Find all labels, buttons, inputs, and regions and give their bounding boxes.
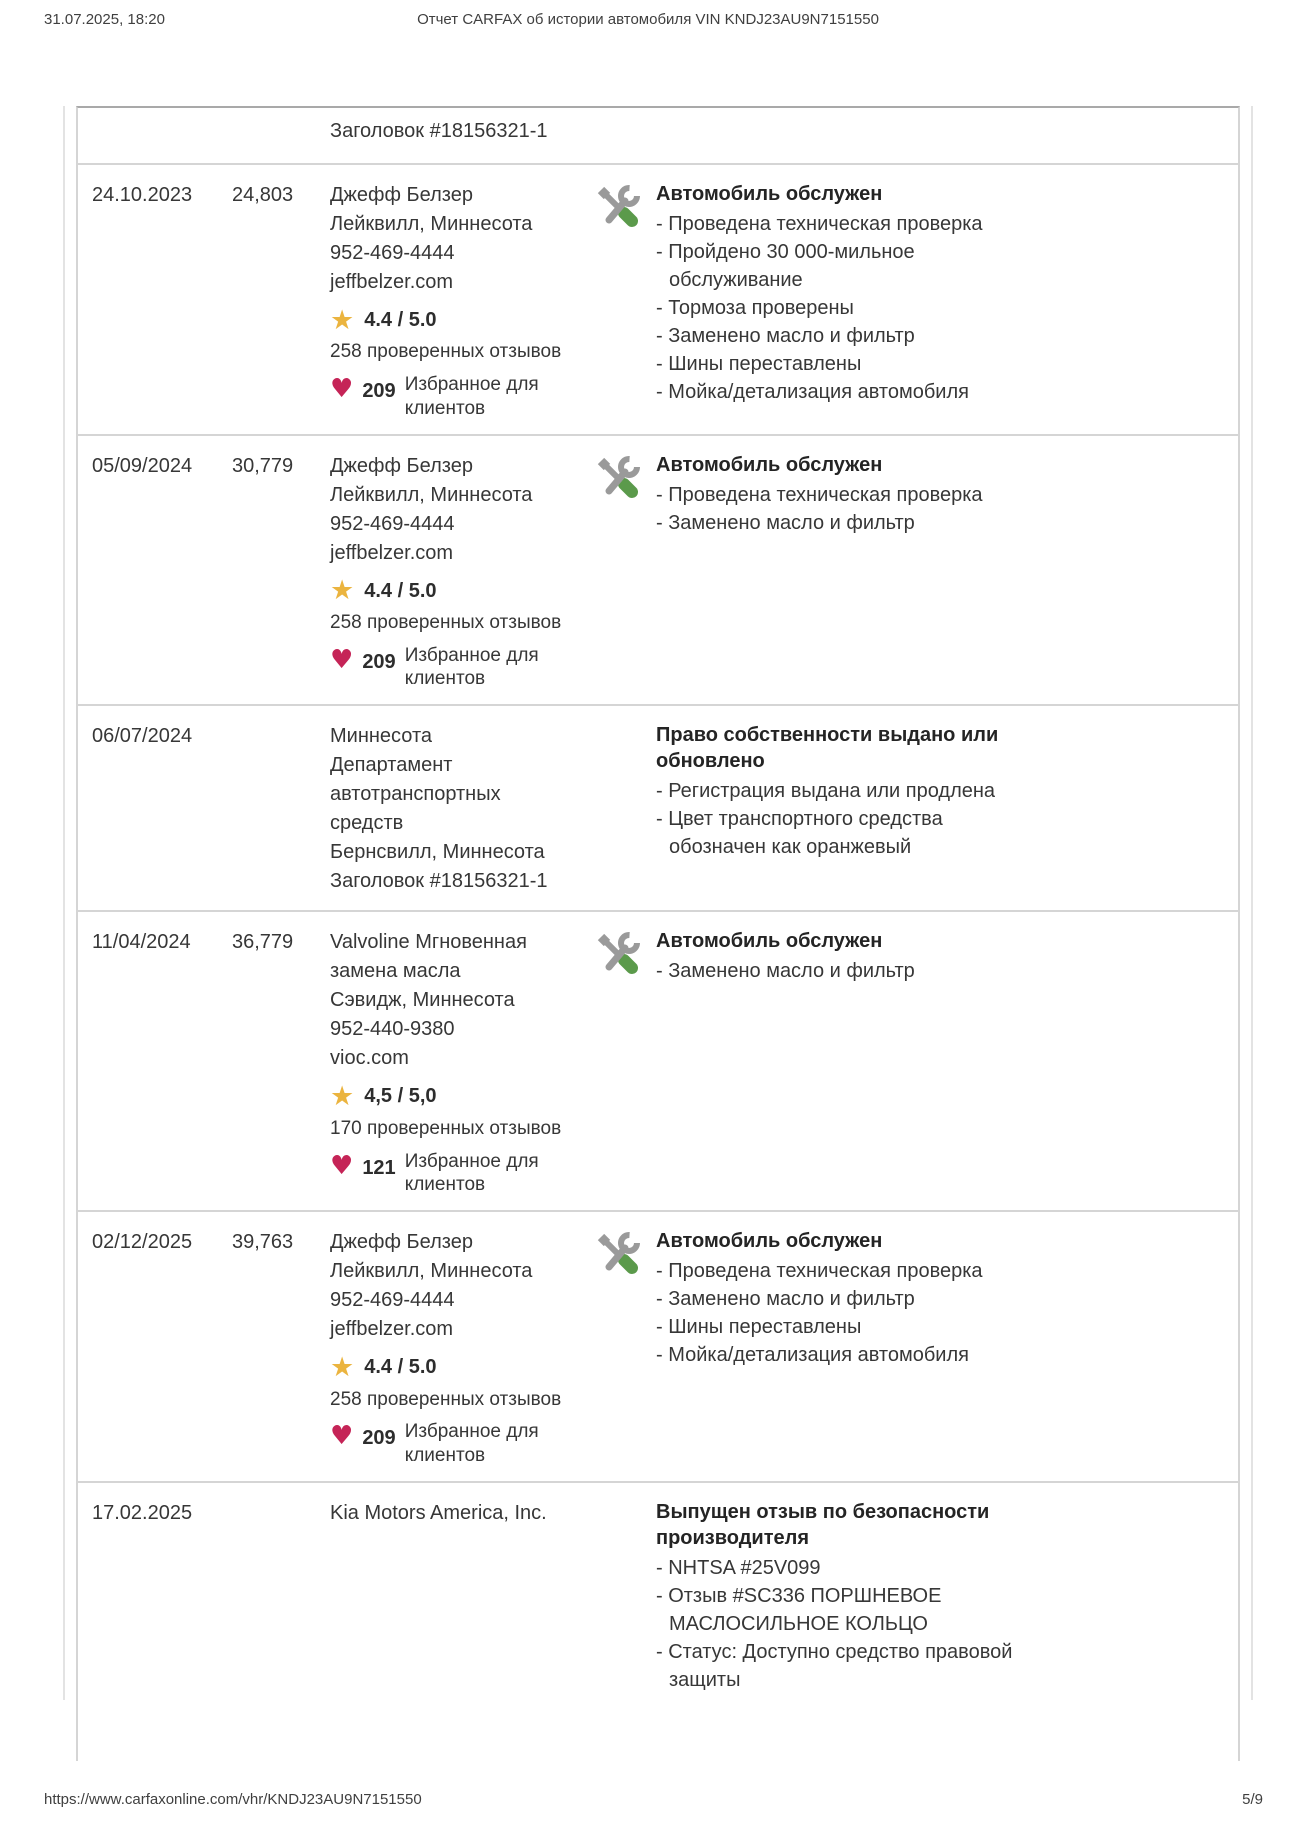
source-line: Заголовок #18156321-1 bbox=[330, 870, 548, 893]
event-detail: - Шины переставлены bbox=[656, 1313, 1044, 1341]
history-row bbox=[78, 1212, 1238, 1483]
event-description bbox=[656, 181, 1044, 420]
icon-cell bbox=[594, 1228, 656, 1467]
favorites-label: Избранное для клиентов bbox=[404, 374, 539, 419]
event-detail: - Тормоза проверены bbox=[656, 294, 1044, 322]
event-mileage bbox=[232, 722, 330, 896]
history-row bbox=[78, 436, 1238, 707]
event-detail: - Мойка/детализация автомобиля bbox=[656, 378, 1044, 406]
star-icon: ★ bbox=[330, 1351, 355, 1383]
favorites-label: Избранное для клиентов bbox=[404, 645, 539, 690]
source-line: Джефф Белзер bbox=[330, 1231, 473, 1254]
event-mileage bbox=[232, 117, 330, 149]
event-detail: - Шины переставлены bbox=[656, 350, 1044, 378]
event-date: 06/07/2024 bbox=[92, 725, 193, 748]
reviews-count: 258 проверенных отзывов bbox=[330, 1388, 562, 1410]
event-detail: - Заменено масло и фильтр bbox=[656, 509, 1044, 537]
source-line: автотранспортных bbox=[330, 783, 501, 806]
favorites-count: 121 bbox=[362, 1156, 396, 1179]
source-line: Сэвидж, Миннесота bbox=[330, 989, 515, 1012]
customer-favorites bbox=[330, 1148, 570, 1196]
source-line: 952-469-4444 bbox=[330, 242, 455, 264]
event-detail: - Проведена техническая проверка bbox=[656, 210, 1044, 238]
rating-value: 4.4 / 5.0 bbox=[364, 1356, 437, 1379]
service-tools-icon bbox=[594, 454, 642, 502]
carryover-row bbox=[78, 108, 1238, 165]
event-mileage bbox=[232, 1499, 330, 1747]
source-line: Лейквилл, Миннесота bbox=[330, 213, 533, 235]
service-tools-icon bbox=[594, 183, 642, 231]
event-detail: - Заменено масло и фильтр bbox=[656, 1285, 1044, 1313]
icon-cell-empty bbox=[594, 1499, 656, 1747]
rating-value: 4.4 / 5.0 bbox=[364, 579, 437, 602]
icon-cell bbox=[594, 452, 656, 691]
event-detail: - Проведена техническая проверка bbox=[656, 481, 1044, 509]
source-line: 952-469-4444 bbox=[330, 1289, 455, 1312]
source-cell bbox=[330, 117, 570, 149]
customer-favorites bbox=[330, 642, 570, 690]
event-date: 02/12/2025 bbox=[92, 1231, 193, 1254]
event-title: Право собственности выдано или обновлено bbox=[656, 724, 999, 773]
source-cell bbox=[330, 722, 570, 896]
event-title: Автомобиль обслужен bbox=[656, 453, 883, 476]
event-detail: - Заменено масло и фильтр bbox=[656, 957, 1044, 985]
heart-icon: ♥ bbox=[330, 1150, 354, 1181]
event-detail: - NHTSA #25V099 bbox=[656, 1554, 1044, 1582]
event-mileage: 30,779 bbox=[232, 454, 294, 477]
source-cell bbox=[330, 1499, 570, 1747]
source-cell bbox=[330, 928, 570, 1196]
source-line: Лейквилл, Миннесота bbox=[330, 483, 533, 506]
source-cell bbox=[330, 1228, 570, 1467]
event-date: 24.10.2023 bbox=[92, 184, 193, 206]
source-line: jeffbelzer.com bbox=[330, 1318, 454, 1341]
source-line: замена масла bbox=[330, 960, 461, 983]
rating-value: 4.4 / 5.0 bbox=[364, 309, 437, 331]
event-description bbox=[656, 117, 1044, 149]
favorites-count: 209 bbox=[362, 380, 396, 403]
event-description bbox=[656, 1499, 1044, 1747]
history-row bbox=[78, 1483, 1238, 1761]
event-mileage: 24,803 bbox=[232, 184, 294, 206]
vehicle-history-table bbox=[76, 106, 1240, 1761]
event-date: 17.02.2025 bbox=[92, 1501, 193, 1524]
event-detail: - Цвет транспортного средства обозначен как оранжевый bbox=[656, 805, 1044, 861]
print-footer-url: https://www.carfaxonline.com/vhr/KNDJ23AU9N7151550 bbox=[44, 1791, 422, 1808]
star-icon: ★ bbox=[330, 304, 355, 336]
source-line: Заголовок #18156321-1 bbox=[330, 120, 548, 142]
event-detail: - Проведена техническая проверка bbox=[656, 1257, 1044, 1285]
icon-cell-empty bbox=[594, 722, 656, 896]
source-line: Департамент bbox=[330, 754, 453, 777]
source-cell bbox=[330, 181, 570, 420]
source-line: Джефф Белзер bbox=[330, 454, 473, 477]
source-line: средств bbox=[330, 812, 404, 835]
table-outer-border-left bbox=[63, 106, 65, 1700]
event-detail: - Пройдено 30 000-мильное обслуживание bbox=[656, 238, 1044, 294]
event-description bbox=[656, 928, 1044, 1196]
event-detail: - Мойка/детализация автомобиля bbox=[656, 1341, 1044, 1369]
reviews-count: 258 проверенных отзывов bbox=[330, 612, 562, 634]
reviews-count: 258 проверенных отзывов bbox=[330, 341, 562, 363]
event-date bbox=[92, 117, 232, 149]
history-row bbox=[78, 165, 1238, 436]
rating bbox=[330, 1353, 570, 1381]
table-outer-border-right bbox=[1251, 106, 1253, 1700]
print-footer-page-number: 5/9 bbox=[1242, 1791, 1263, 1808]
event-detail: - Заменено масло и фильтр bbox=[656, 322, 1044, 350]
rating bbox=[330, 306, 570, 334]
source-line: Джефф Белзер bbox=[330, 184, 473, 206]
icon-cell-empty bbox=[594, 117, 656, 149]
service-tools-icon bbox=[594, 1230, 642, 1278]
event-detail: - Регистрация выдана или продлена bbox=[656, 777, 1044, 805]
source-line: vioc.com bbox=[330, 1047, 409, 1070]
icon-cell bbox=[594, 181, 656, 420]
rating-value: 4,5 / 5,0 bbox=[364, 1085, 437, 1108]
rating bbox=[330, 577, 570, 605]
heart-icon: ♥ bbox=[330, 374, 354, 405]
star-icon: ★ bbox=[330, 1081, 355, 1113]
event-detail: - Статус: Доступно средство правовой защиты bbox=[656, 1638, 1044, 1694]
event-title: Выпущен отзыв по безопасности производителя bbox=[656, 1500, 990, 1549]
source-line: Лейквилл, Миннесота bbox=[330, 1260, 533, 1283]
source-line: Бернсвилл, Миннесота bbox=[330, 841, 545, 864]
event-detail: - Отзыв #SC336 ПОРШНЕВОЕ МАСЛОСИЛЬНОЕ КОЛЬЦО bbox=[656, 1582, 1044, 1638]
service-tools-icon bbox=[594, 930, 642, 978]
event-description bbox=[656, 1228, 1044, 1467]
favorites-label: Избранное для клиентов bbox=[404, 1150, 539, 1195]
rating bbox=[330, 1081, 570, 1113]
event-date: 11/04/2024 bbox=[92, 931, 191, 954]
source-line: 952-440-9380 bbox=[330, 1018, 455, 1041]
source-line: jeffbelzer.com bbox=[330, 541, 454, 564]
event-mileage: 39,763 bbox=[232, 1231, 294, 1254]
icon-cell bbox=[594, 928, 656, 1196]
history-row bbox=[78, 706, 1238, 912]
event-description bbox=[656, 722, 1044, 896]
heart-icon: ♥ bbox=[330, 645, 354, 676]
heart-icon: ♥ bbox=[330, 1421, 354, 1452]
source-cell bbox=[330, 452, 570, 691]
favorites-count: 209 bbox=[362, 1427, 396, 1450]
source-line: Kia Motors America, Inc. bbox=[330, 1501, 547, 1524]
event-title: Автомобиль обслужен bbox=[656, 183, 883, 205]
source-line: jeffbelzer.com bbox=[330, 271, 454, 293]
favorites-label: Избранное для клиентов bbox=[404, 1421, 539, 1466]
event-mileage: 36,779 bbox=[232, 931, 294, 954]
print-datetime: 31.07.2025, 18:20 bbox=[44, 11, 165, 28]
star-icon: ★ bbox=[330, 575, 355, 607]
favorites-count: 209 bbox=[362, 651, 396, 674]
event-title: Автомобиль обслужен bbox=[656, 930, 883, 953]
source-line: 952-469-4444 bbox=[330, 512, 455, 535]
source-line: Миннесота bbox=[330, 725, 433, 748]
source-line: Valvoline Мгновенная bbox=[330, 931, 527, 954]
event-date: 05/09/2024 bbox=[92, 454, 193, 477]
event-description bbox=[656, 452, 1044, 691]
customer-favorites bbox=[330, 371, 570, 419]
reviews-count: 170 проверенных отзывов bbox=[330, 1117, 562, 1139]
event-title: Автомобиль обслужен bbox=[656, 1230, 883, 1253]
history-row bbox=[78, 912, 1238, 1212]
customer-favorites bbox=[330, 1418, 570, 1466]
page-title: Отчет CARFAX об истории автомобиля VIN KNDJ23AU9N7151550 bbox=[417, 11, 879, 28]
